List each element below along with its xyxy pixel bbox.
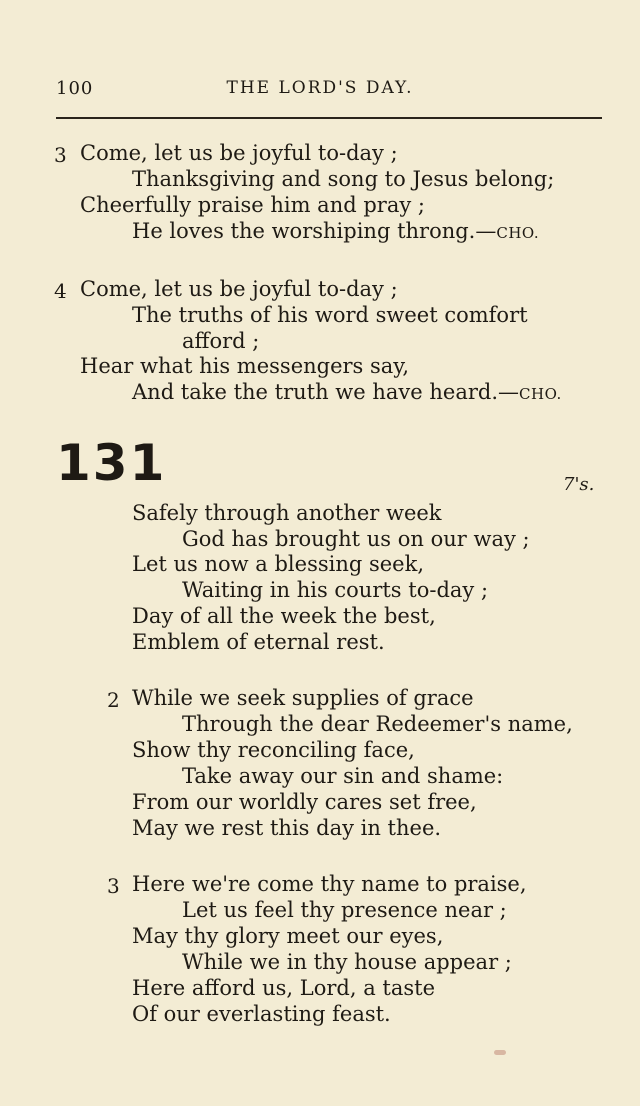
verse-line: Here afford us, Lord, a taste <box>132 976 435 1000</box>
verse-line: From our worldly cares set free, <box>132 790 477 814</box>
hymn-meter: 7's. <box>563 474 595 495</box>
paper-stain <box>494 1050 506 1055</box>
verse-line: Thanksgiving and song to Jesus belong; <box>132 167 555 191</box>
verse-number: 3 <box>54 143 67 167</box>
chorus-mark: CHO. <box>519 385 562 403</box>
header-rule <box>56 117 602 119</box>
hymn-number: 131 <box>56 434 167 492</box>
page-header <box>0 74 640 104</box>
verse-line: Of our everlasting feast. <box>132 1002 391 1026</box>
verse-line-text: And take the truth we have heard.— <box>132 380 520 404</box>
verse-line: Day of all the week the best, <box>132 604 436 628</box>
verse-line: Emblem of eternal rest. <box>132 630 385 654</box>
verse-line: May we rest this day in thee. <box>132 816 442 840</box>
verse-line: Come, let us be joyful to-day ; <box>80 277 398 301</box>
verse-line: Waiting in his courts to-day ; <box>182 578 489 602</box>
verse-line: Let us now a blessing seek, <box>132 552 425 576</box>
verse-number: 3 <box>107 874 120 898</box>
running-title: THE LORD'S DAY. <box>226 78 414 98</box>
verse-line: Through the dear Redeemer's name, <box>182 712 573 736</box>
verse-number: 4 <box>54 279 67 303</box>
verse-line: Show thy reconciling face, <box>132 738 415 762</box>
verse-line: May thy glory meet our eyes, <box>132 924 444 948</box>
verse-line: Let us feel thy presence near ; <box>182 898 507 922</box>
verse-line: While we in thy house appear ; <box>182 950 512 974</box>
verse-line: afford ; <box>182 329 260 353</box>
verse-number: 2 <box>107 688 120 712</box>
verse-line-text: He loves the worshiping throng.— <box>132 219 497 243</box>
verse-line: Take away our sin and shame: <box>182 764 504 788</box>
verse-line <box>132 382 562 403</box>
chorus-mark: CHO. <box>496 224 540 242</box>
verse-line: God has brought us on our way ; <box>182 527 530 551</box>
verse-line: Cheerfully praise him and pray ; <box>80 193 425 217</box>
verse-line <box>132 221 539 242</box>
verse-line: Safely through another week <box>132 501 442 525</box>
verse-line: Hear what his messengers say, <box>80 354 410 378</box>
verse-line: While we seek supplies of grace <box>132 686 474 710</box>
verse-line: Come, let us be joyful to-day ; <box>80 141 398 165</box>
verse-line: The truths of his word sweet comfort <box>132 303 528 327</box>
verse-line: Here we're come thy name to praise, <box>132 872 527 896</box>
page-number: 100 <box>56 78 94 99</box>
